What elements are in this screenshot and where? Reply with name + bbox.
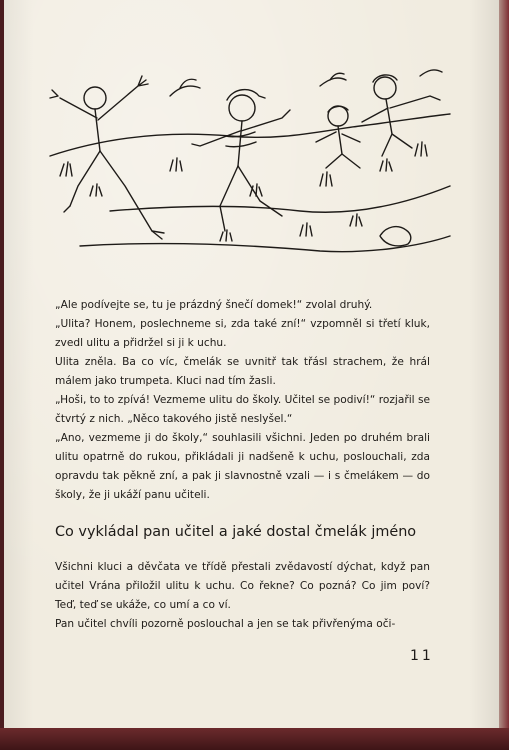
chapter-heading: Co vykládal pan učitel a jaké dostal čmelák jméno [55,524,417,540]
story-text-top [55,296,430,505]
paragraph-7: Pan učitel chvíli pozorně poslouchal a jen se tak přivřenýma oči- [55,618,396,630]
paragraph-3: Ulita zněla. Ba co víc, čmelák se uvnitř tak třásl strachem, že hrál málem jako trumpeta. Kluci nad tím žasli. [55,356,430,387]
paragraph-4: „Hoši, to to zpívá! Vezmeme ulitu do školy. Učitel se podiví!“ rozjařil se čtvrtý z nich. „Něco takového jistě neslyšel.“ [55,394,430,425]
book-cover-edge [499,0,509,750]
book-cover-bottom [0,728,509,750]
paragraph-1: „Ale podívejte se, tu je prázdný šnečí domek!“ zvolal druhý. [55,299,373,311]
paragraph-5: „Ano, vezmeme ji do školy,“ souhlasili všichni. Jeden po druhém brali ulitu opatrně do rukou, přikládali ji nadšeně k uchu, poslouchali, zda opravdu tak pěkně zní, a pak ji slavnostně vzali — i s čmelákem — do školy, že ji ukáží panu učiteli. [55,432,430,501]
page-number: 11 [410,648,434,664]
paragraph-6: Všichni kluci a děvčata ve třídě přestali zvědavostí dýchat, když pan učitel Vrána přiložil ulitu k uchu. Co řekne? Co pozná? Co jim poví? Teď, teď se ukáže, co umí a co ví. [55,561,430,611]
story-text-bottom [55,558,430,634]
paragraph-2: „Ulita? Honem, poslechneme si, zda také zní!“ vzpomněl si třetí kluk, zvedl ulitu a přidržel si ji k uchu. [55,318,430,349]
children-running-illustration [20,36,460,276]
